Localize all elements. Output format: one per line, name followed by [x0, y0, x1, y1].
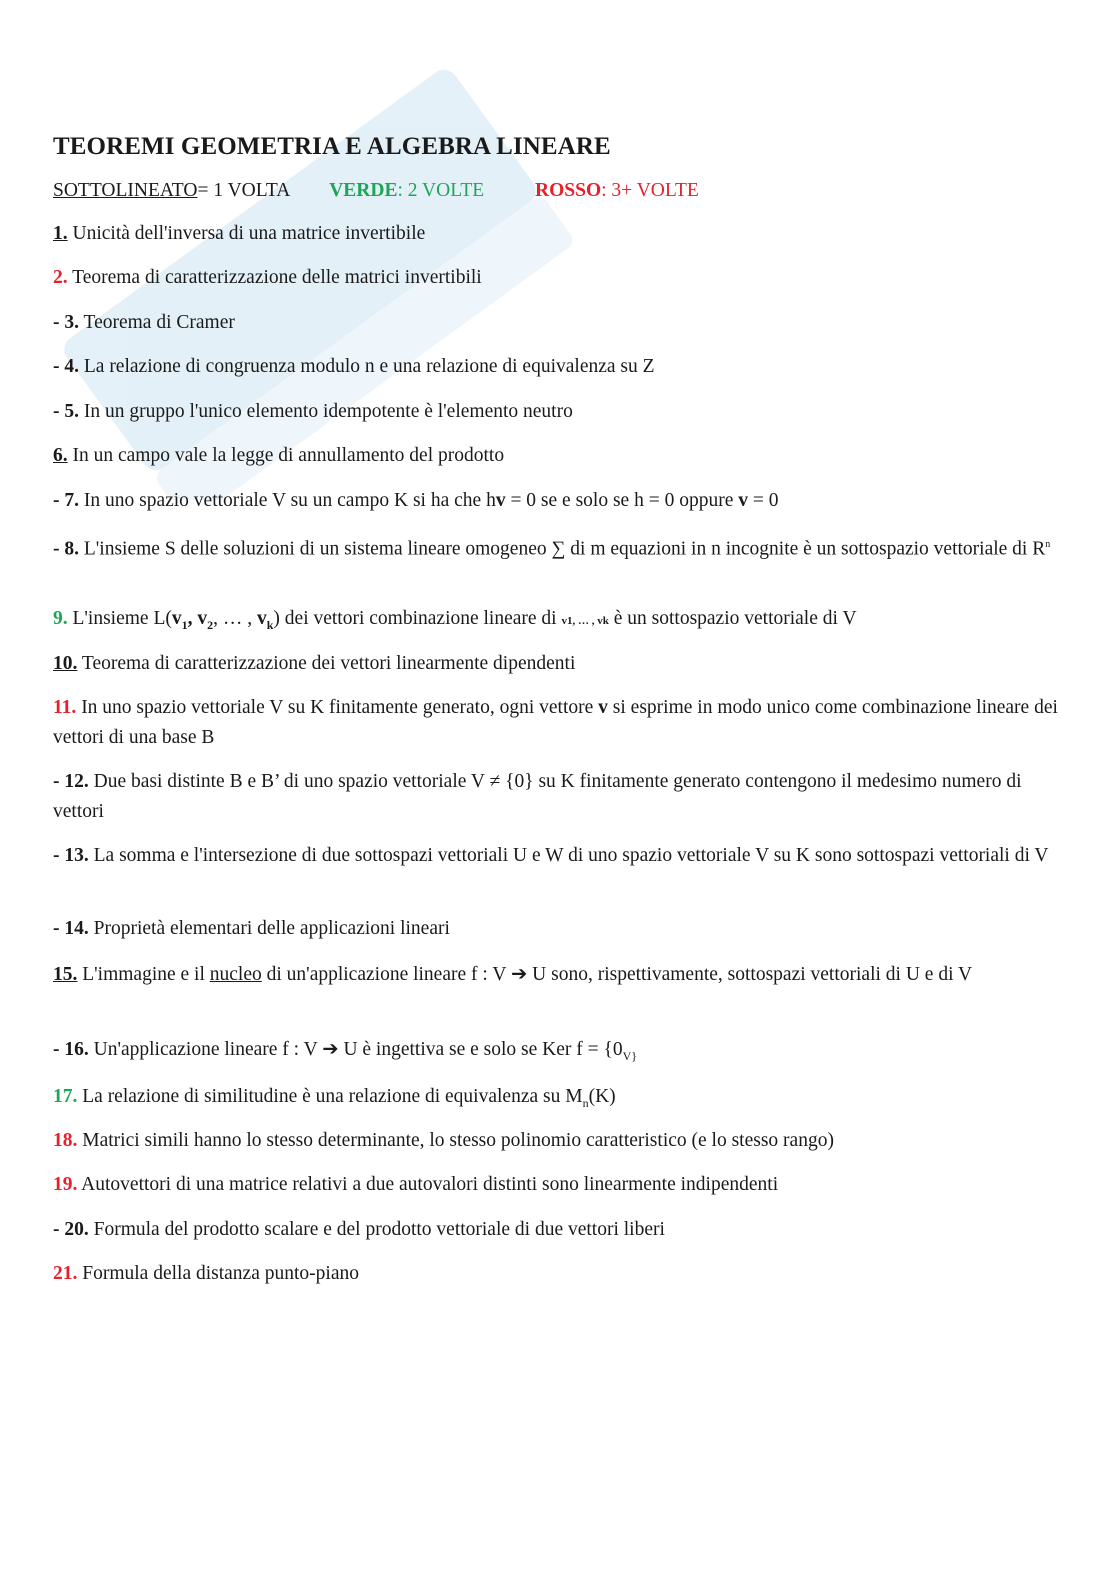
theorem-item-6: 6. In un campo vale la legge di annullamento del prodotto	[53, 445, 505, 466]
sigma-symbol: ∑	[551, 538, 566, 560]
theorem-item-19: 19. Autovettori di una matrice relativi a due autovalori distinti sono linearmente indipendenti	[53, 1174, 779, 1195]
theorem-item-8: - 8. L'insieme S delle soluzioni di un sistema lineare omogeneo ∑ di m equazioni in n incognite è un sottospazio vettoriale di $R^n$	[53, 538, 1051, 560]
theorem-item-11: 11. In uno spazio vettoriale V su K finitamente generato, ogni vettore v si esprime in modo unico come combinazione lineare dei vettori di una base B	[53, 697, 1058, 748]
theorem-item-2: 2. Teorema di caratterizzazione delle matrici invertibili	[53, 267, 482, 288]
theorem-item-5: - 5. In un gruppo l'unico elemento idempotente è l'elemento neutro	[53, 401, 573, 422]
theorem-item-3: - 3. Teorema di Cramer	[53, 312, 235, 333]
color-legend	[53, 180, 699, 202]
theorem-item-10: 10. Teorema di caratterizzazione dei vettori linearmente dipendenti	[53, 653, 576, 674]
theorem-item-1: 1. Unicità dell'inversa di una matrice invertibile	[53, 223, 426, 244]
theorem-item-17: 17. La relazione di similitudine è una relazione di equivalenza su $M_n(K)$	[53, 1086, 616, 1110]
arrow-icon: ➔	[510, 964, 528, 985]
legend-green: VERDE: 2 VOLTE	[329, 180, 485, 201]
theorem-item-14: - 14. Proprietà elementari delle applicazioni lineari	[53, 918, 450, 939]
theorem-item-16: - 16. Un'applicazione lineare f : V ➔ U è ingettiva se e solo se Ker $f = \{0_{V\}}$	[53, 1039, 638, 1063]
theorem-item-7: - 7. In uno spazio vettoriale V su un campo K si ha che hv = 0 se e solo se h = 0 oppure v = 0	[53, 490, 779, 511]
theorem-item-12: - 12. Due basi distinte B e B’ di uno spazio vettoriale V ≠ {0} su K finitamente generato contengono il medesimo numero di vettori	[53, 771, 1022, 822]
theorem-item-13: - 13. La somma e l'intersezione di due sottospazi vettoriali U e W di uno spazio vettoriale V su K sono sottospazi vettoriali di V	[53, 845, 1049, 866]
theorem-item-21: 21. Formula della distanza punto-piano	[53, 1263, 359, 1284]
legend-underline: SOTTOLINEATO= 1 VOLTA	[53, 180, 291, 201]
theorem-item-18: 18. Matrici simili hanno lo stesso determinante, lo stesso polinomio caratteristico (e lo stesso rango)	[53, 1130, 834, 1151]
page-title: TEOREMI GEOMETRIA E ALGEBRA LINEARE	[53, 133, 611, 160]
arrow-icon: ➔	[322, 1039, 339, 1060]
legend-red: ROSSO: 3+ VOLTE	[535, 180, 699, 201]
theorem-item-9: 9. L'insieme $L(v_1$, $v_2$, … , $v_k$) dei vettori combinazione lineare di v1, … , vk è un sottospazio vettoriale di V	[53, 608, 857, 632]
theorem-item-20: - 20. Formula del prodotto scalare e del prodotto vettoriale di due vettori liberi	[53, 1219, 665, 1240]
theorem-item-15: 15. L'immagine e il nucleo di un'applicazione lineare f : V ➔ U sono, rispettivamente, sottospazi vettoriali di U e di V	[53, 964, 973, 985]
theorem-item-4: - 4. La relazione di congruenza modulo n e una relazione di equivalenza su Z	[53, 356, 655, 377]
